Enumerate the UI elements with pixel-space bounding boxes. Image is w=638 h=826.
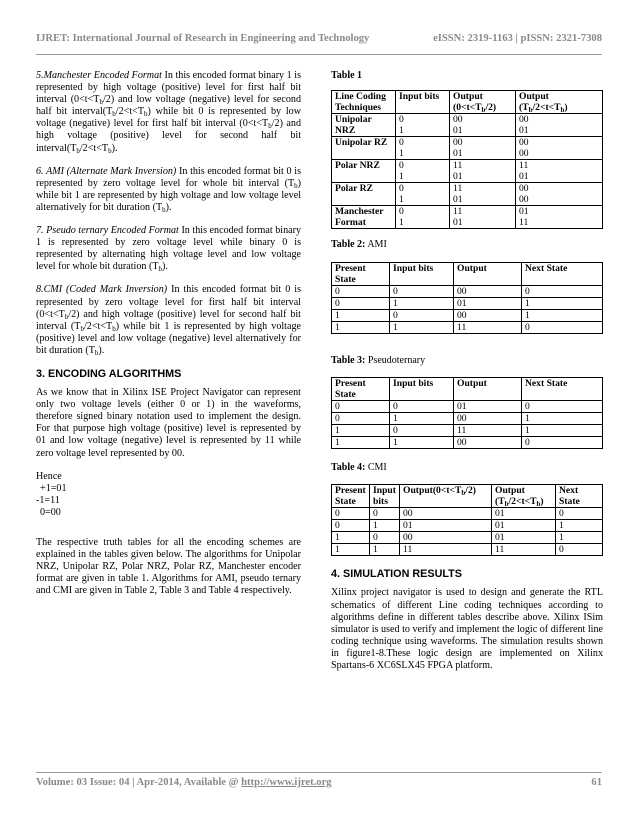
table-cell bbox=[396, 114, 450, 137]
cell-line: 01 bbox=[519, 125, 529, 137]
table-cell bbox=[450, 137, 516, 160]
technique-name-cell: Unipolar RZ bbox=[332, 137, 396, 160]
table-cell: 1 bbox=[370, 544, 400, 556]
table-cell bbox=[396, 137, 450, 160]
table-cell: 0 bbox=[370, 532, 400, 544]
table-cell: 01 bbox=[454, 298, 522, 310]
table4-caption bbox=[331, 462, 603, 474]
cell-line: 00 bbox=[519, 114, 529, 126]
table-cell: 00 bbox=[400, 532, 492, 544]
cell-line: 0 bbox=[399, 114, 404, 126]
right-column bbox=[331, 70, 603, 672]
cell-line: 01 bbox=[453, 171, 463, 183]
table-header-cell: Input bits bbox=[390, 263, 454, 286]
technique-name-cell: Manchester Format bbox=[332, 206, 396, 229]
cell-line: 00 bbox=[453, 114, 463, 126]
manchester-text: In this encoded format binary 1 is represented by high voltage (positive) level for first half bit interval $(0<t<T_b/2)$ and low voltage (negative) level for second half bit $interval(T_b/2<t<T_b)$ while bit 0 is represented by low voltage (negative) level for first half bit interval $(0<t<T_b/2)$ and high voltage (positive) level for second half bit $interval(T_b/2<t<T_b)$. bbox=[36, 70, 302, 155]
equation-1: +1=01 bbox=[40, 482, 67, 494]
cell-line: 00 bbox=[519, 137, 529, 149]
table-row bbox=[332, 310, 603, 322]
table-row bbox=[332, 544, 603, 556]
table-cell: 1 bbox=[522, 298, 603, 310]
cell-line: 1 bbox=[399, 217, 404, 229]
table1 bbox=[331, 90, 603, 229]
table-header-cell: Present State bbox=[332, 378, 390, 401]
table-cell bbox=[516, 137, 603, 160]
cell-line: 00 bbox=[519, 194, 529, 206]
table-cell: 1 bbox=[332, 425, 390, 437]
table-row bbox=[332, 425, 603, 437]
table-cell: 1 bbox=[332, 532, 370, 544]
table-cell: 0 bbox=[556, 508, 603, 520]
table-cell: 1 bbox=[370, 520, 400, 532]
table-cell: 00 bbox=[454, 437, 522, 449]
table-row bbox=[332, 114, 603, 137]
table-cell bbox=[396, 183, 450, 206]
footer-url-link[interactable]: http://www.ijret.org bbox=[241, 777, 332, 788]
table2-label: Table 2: bbox=[331, 239, 366, 251]
cell-line: 0 bbox=[399, 206, 404, 218]
table2-name: AMI bbox=[367, 239, 387, 251]
table-row bbox=[332, 520, 603, 532]
table-cell: 0 bbox=[522, 401, 603, 413]
journal-title: IJRET: International Journal of Research in Engineering and Technology bbox=[36, 33, 370, 44]
header-rule bbox=[36, 54, 602, 55]
technique-name-cell: Polar RZ bbox=[332, 183, 396, 206]
table-cell: 0 bbox=[332, 286, 390, 298]
table-row bbox=[332, 413, 603, 425]
paragraph-cmi bbox=[36, 284, 301, 357]
table-cell: 11 bbox=[454, 425, 522, 437]
table-header-cell: Input bits bbox=[370, 485, 400, 508]
table-cell: 0 bbox=[332, 401, 390, 413]
table-header-cell: Output $(0<t<T_b/2)$ bbox=[450, 91, 516, 114]
table-header-cell: Input bits bbox=[396, 91, 450, 114]
section4-heading: 4. SIMULATION RESULTS bbox=[331, 568, 462, 581]
table-cell: 0 bbox=[332, 298, 390, 310]
table-cell: 00 bbox=[454, 310, 522, 322]
table-header-cell: Input bits bbox=[390, 378, 454, 401]
table-cell: 1 bbox=[556, 532, 603, 544]
left-column bbox=[36, 70, 301, 597]
table-cell: 0 bbox=[390, 425, 454, 437]
table-header-cell: Next State bbox=[522, 263, 603, 286]
table-cell: 1 bbox=[332, 322, 390, 334]
table-cell bbox=[450, 160, 516, 183]
cell-line: 01 bbox=[519, 206, 529, 218]
table-cell bbox=[396, 160, 450, 183]
paragraph-pseudoternary bbox=[36, 225, 301, 273]
table-row bbox=[332, 160, 603, 183]
table-cell: 0 bbox=[390, 401, 454, 413]
table-header-cell: Output bbox=[454, 263, 522, 286]
table-cell: 1 bbox=[332, 544, 370, 556]
table-cell: 0 bbox=[370, 508, 400, 520]
cell-line: 1 bbox=[399, 171, 404, 183]
table-cell: 0 bbox=[332, 508, 370, 520]
table-row bbox=[332, 437, 603, 449]
ami-title: 6. AMI (Alternate Mark Inversion) bbox=[36, 165, 177, 177]
cmi-title: 8.CMI (Coded Mark Inversion) bbox=[36, 284, 168, 296]
table-cell bbox=[450, 114, 516, 137]
cell-line: 01 bbox=[453, 148, 463, 160]
table-cell: 00 bbox=[454, 286, 522, 298]
table-cell: 1 bbox=[390, 298, 454, 310]
table-cell: 1 bbox=[390, 413, 454, 425]
table-cell bbox=[516, 183, 603, 206]
table-header-row bbox=[332, 378, 603, 401]
table-cell bbox=[516, 160, 603, 183]
page-footer bbox=[36, 777, 602, 793]
table-header-cell: Line Coding Techniques bbox=[332, 91, 396, 114]
table-header-cell: $Output(0<t<T_b/2)$ bbox=[400, 485, 492, 508]
table-header-cell: Present State bbox=[332, 263, 390, 286]
table-cell: 01 bbox=[492, 532, 556, 544]
cell-line: 11 bbox=[453, 183, 463, 195]
table-cell: 11 bbox=[492, 544, 556, 556]
table-row bbox=[332, 532, 603, 544]
cell-line: 01 bbox=[453, 194, 463, 206]
cell-line: 11 bbox=[453, 160, 463, 172]
table-cell: 1 bbox=[522, 425, 603, 437]
table-cell: 0 bbox=[522, 437, 603, 449]
table2 bbox=[331, 262, 603, 334]
table-cell: 1 bbox=[332, 437, 390, 449]
table-cell: 0 bbox=[390, 310, 454, 322]
table-cell bbox=[450, 206, 516, 229]
paragraph-ami bbox=[36, 166, 301, 214]
table-cell bbox=[396, 206, 450, 229]
table-header-cell: Output bbox=[454, 378, 522, 401]
section4-paragraph: Xilinx project navigator is used to design and generate the RTL schematics of different Line coding techniques according to algorithms define in different tables describe above. Xilinx ISim simulator is used to verify and implement the logic of different line coding technique using waveforms. The simulation results shown in figure1-8.These logic design are implemented on Xilinx Spartans-6 XC6SLX45 FPGA platform. bbox=[331, 587, 603, 672]
table-cell: 0 bbox=[390, 286, 454, 298]
table3-caption bbox=[331, 355, 603, 367]
cell-line: 01 bbox=[519, 171, 529, 183]
table-cell bbox=[516, 114, 603, 137]
table-row bbox=[332, 508, 603, 520]
cell-line: 1 bbox=[399, 194, 404, 206]
table3-name: Pseudoternary bbox=[367, 355, 426, 367]
table-cell: 1 bbox=[522, 413, 603, 425]
page-header bbox=[36, 33, 602, 49]
table-cell: 01 bbox=[492, 520, 556, 532]
technique-name-cell: Polar NRZ bbox=[332, 160, 396, 183]
cell-line: 11 bbox=[519, 217, 529, 229]
cell-line: 11 bbox=[453, 206, 463, 218]
table-header-row bbox=[332, 263, 603, 286]
table2-caption bbox=[331, 239, 603, 251]
table-cell: 1 bbox=[522, 310, 603, 322]
table-header-cell: Next State bbox=[556, 485, 603, 508]
manchester-title: 5.Manchester Encoded Format bbox=[36, 70, 162, 81]
cell-line: 0 bbox=[399, 160, 404, 172]
section3-paragraph-2: The respective truth tables for all the encoding schemes are explained in the tables given below. The algorithms for Unipolar NRZ, Unipolar RZ, Polar NRZ, Polar RZ, Manchester encoder format are given in table 1. Algorithms for AMI, pseudo ternary and CMI are given in Table 2, Table 3 and Table 4 respectively. bbox=[36, 537, 301, 597]
table1-caption: Table 1 bbox=[331, 70, 363, 81]
pseudoternary-text: In this encoded format binary 1 is represented by zero voltage level while binary 0 is represented by alternating high voltage level and low voltage level for whole bit duration $(T_b)$. bbox=[36, 225, 302, 274]
table-header-row bbox=[332, 485, 603, 508]
table-header-cell: Present State bbox=[332, 485, 370, 508]
footer-rule bbox=[36, 772, 602, 773]
table-cell: 1 bbox=[332, 310, 390, 322]
table-cell: 00 bbox=[454, 413, 522, 425]
table-cell: 01 bbox=[492, 508, 556, 520]
table3 bbox=[331, 377, 603, 449]
table-row bbox=[332, 298, 603, 310]
table-row bbox=[332, 183, 603, 206]
table-cell: 1 bbox=[556, 520, 603, 532]
table-cell: 0 bbox=[522, 322, 603, 334]
table-cell: 01 bbox=[454, 401, 522, 413]
paragraph-manchester bbox=[36, 70, 301, 155]
table-cell: 0 bbox=[332, 520, 370, 532]
issn: eISSN: 2319-1163 | pISSN: 2321-7308 bbox=[433, 33, 602, 44]
table4-name: CMI bbox=[367, 462, 387, 474]
table3-label: Table 3: bbox=[331, 355, 366, 367]
table-header-cell: Output $(T_b/2<t<T_b)$ bbox=[492, 485, 556, 508]
table-cell bbox=[450, 183, 516, 206]
table-cell: 11 bbox=[400, 544, 492, 556]
table-row bbox=[332, 206, 603, 229]
cmi-text: In this encoded format bit 0 is represented by zero voltage level for first half bit interval $(0<t<T_b/2)$ and high voltage (positive) level for second half bit interval $(T_b/2<t<T_b)$ while bit 1 is represented by high voltage (positive) level and low voltage (negative) level alternatively for bit duration $(T_b)$. bbox=[36, 284, 301, 357]
table-row bbox=[332, 286, 603, 298]
page-number: 61 bbox=[591, 777, 602, 788]
cell-line: 0 bbox=[399, 183, 404, 195]
cell-line: 01 bbox=[453, 125, 463, 137]
equation-2: -1=11 bbox=[36, 494, 60, 506]
technique-name-cell: Unipolar NRZ bbox=[332, 114, 396, 137]
table-row bbox=[332, 137, 603, 160]
cell-line: 00 bbox=[519, 148, 529, 160]
table-cell: 11 bbox=[454, 322, 522, 334]
cell-line: 1 bbox=[399, 125, 404, 137]
table-header-cell: Next State bbox=[522, 378, 603, 401]
table-cell: 1 bbox=[390, 322, 454, 334]
equation-3: 0=00 bbox=[40, 506, 61, 518]
section3-paragraph-1: As we know that in Xilinx ISE Project Navigator can represent only two voltage levels (either 0 or 1) in the waveforms, therefore signed binary notation used to implement the design. For that purpose high voltage (positive) level is represented by 01 and low voltage (negative) level is represented by 11 while zero voltage level represented by 00. bbox=[36, 387, 301, 459]
ami-text: In this encoded format bit 0 is represented by zero voltage level for whole bit interval $(T_b)$ while bit 1 are represented by high voltage and low voltage level alternatively for bit duration $(T_b)$. bbox=[36, 165, 301, 214]
table-header-cell: Output $(T_b/2<t<T_b)$ bbox=[516, 91, 603, 114]
table-row bbox=[332, 401, 603, 413]
table-cell: 1 bbox=[390, 437, 454, 449]
section3-heading: 3. ENCODING ALGORITHMS bbox=[36, 367, 182, 380]
cell-line: 1 bbox=[399, 148, 404, 160]
cell-line: 0 bbox=[399, 137, 404, 149]
table-cell: 0 bbox=[556, 544, 603, 556]
table-cell bbox=[516, 206, 603, 229]
table4 bbox=[331, 484, 603, 556]
table-header-row bbox=[332, 91, 603, 114]
footer-volume: Volume: 03 Issue: 04 | Apr-2014, Available @ bbox=[36, 777, 242, 788]
table-cell: 01 bbox=[400, 520, 492, 532]
table-cell: 00 bbox=[400, 508, 492, 520]
cell-line: 11 bbox=[519, 160, 529, 172]
table-cell: 0 bbox=[522, 286, 603, 298]
table-row bbox=[332, 322, 603, 334]
table-cell: 0 bbox=[332, 413, 390, 425]
table4-label: Table 4: bbox=[331, 462, 366, 474]
cell-line: 00 bbox=[453, 137, 463, 149]
hence-label: Hence bbox=[36, 470, 62, 482]
cell-line: 01 bbox=[453, 217, 463, 229]
cell-line: 00 bbox=[519, 183, 529, 195]
pseudoternary-title: 7. Pseudo ternary Encoded Format bbox=[36, 225, 179, 237]
